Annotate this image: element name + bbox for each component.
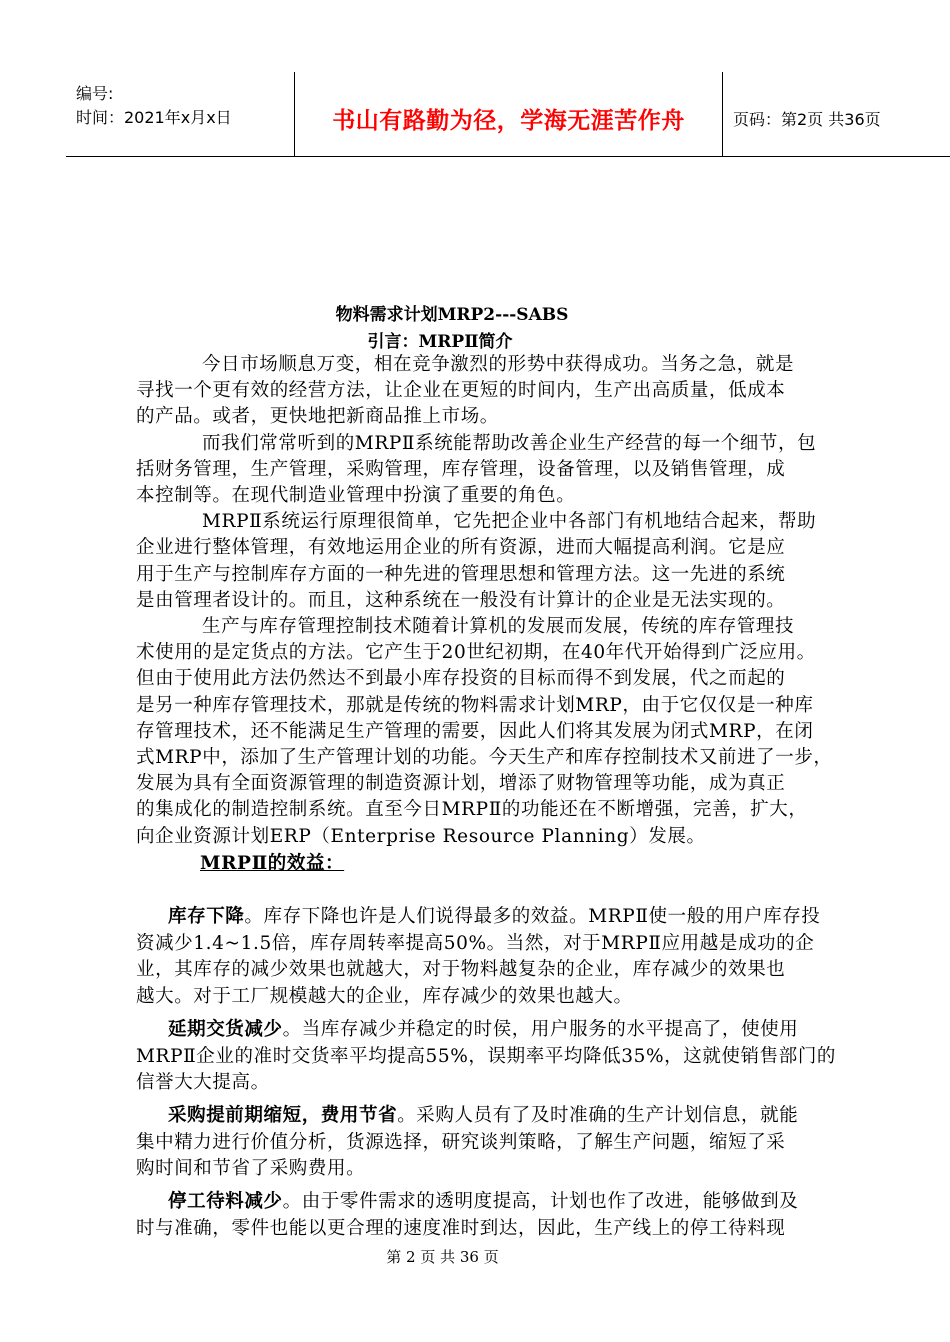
benefits-heading: MRPⅡ的效益： xyxy=(200,852,345,874)
benefit-text: MRPⅡ企业的准时交货率平均提高55%，误期率平均降低35%，这就使销售部门的 xyxy=(136,1045,837,1067)
body-line: 括财务管理，生产管理，采购管理，库存管理，设备管理，以及销售管理，成 xyxy=(136,458,786,480)
body-line: 向企业资源计划ERP（Enterprise Resource Planning）发展。 xyxy=(136,825,706,847)
body-line xyxy=(136,1216,785,1242)
benefit-term: 采购提前期缩短，费用节省 xyxy=(168,1105,398,1126)
body-line: 术使用的是定货点的方法。它产生于20世纪初期，在40年代开始得到广泛应用。 xyxy=(136,642,816,664)
benefit-term: 库存下降 xyxy=(168,906,245,927)
body-line: 本控制等。在现代制造业管理中扮演了重要的角色。 xyxy=(136,485,576,506)
body-line: 但由于使用此方法仍然达不到最小库存投资的目标而得不到发展，代之而起的 xyxy=(136,668,786,690)
page-footer: 第 2 页 共 36 页 xyxy=(386,1248,499,1266)
body-line: 今日市场顺息万变，相在竞争激烈的形势中获得成功。当务之急，就是 xyxy=(202,354,795,375)
benefit-text: 业，其库存的减少效果也就越大，对于物料越复杂的企业，库存减少的效果也 xyxy=(136,959,786,980)
benefit-term: 延期交货减少 xyxy=(168,1019,283,1040)
benefit-text: 。当库存减少并稳定的时侯，用户服务的水平提高了，使使用 xyxy=(282,1019,799,1040)
body-line: 式MRP中，添加了生产管理计划的功能。今天生产和库存控制技术又前进了一步， xyxy=(136,747,833,768)
body-line xyxy=(136,1070,270,1096)
benefit-paragraph-start xyxy=(168,904,820,930)
body-line xyxy=(136,957,785,983)
body-line: 是由管理者设计的。而且，这种系统在一般没有计算计的企业是无法实现的。 xyxy=(136,589,786,611)
header-page-cell xyxy=(723,72,950,156)
time-label: 时间：2021年x月x日 xyxy=(76,108,232,127)
header-meta-cell xyxy=(66,72,295,156)
motto-text: 书山有路勤为径，学海无涯苦作舟 xyxy=(332,108,685,134)
doc-title: 物料需求计划MRP2---SABS xyxy=(335,305,569,325)
body-line: 生产与库存管理控制技术随着计算机的发展而发展，传统的库存管理技 xyxy=(202,616,795,637)
benefit-text: 。库存下降也许是人们说得最多的效益。MRPⅡ使一般的用户库存投 xyxy=(244,906,821,927)
body-line: 的集成化的制造控制系统。直至今日MRPⅡ的功能还在不断增强，完善，扩大， xyxy=(136,799,808,821)
page-header xyxy=(66,72,950,157)
body-line: 寻找一个更有效的经营方法，让企业在更短的时间内，生产出高质量，低成本 xyxy=(136,380,786,402)
body-line xyxy=(136,931,814,957)
body-line: 用于生产与控制库存方面的一种先进的管理思想和管理方法。这一先进的系统 xyxy=(136,563,786,585)
body-line: 是另一种库存管理技术，那就是传统的物料需求计划MRP，由于它仅仅是一种库 xyxy=(136,694,814,716)
benefit-text: 时与准确，零件也能以更合理的速度准时到达，因此，生产线上的停工待料现 xyxy=(136,1217,786,1239)
benefit-paragraph-start xyxy=(168,1103,798,1129)
benefit-paragraph-start xyxy=(168,1017,798,1043)
benefit-text: 。由于零件需求的透明度提高，计划也作了改进，能够做到及 xyxy=(282,1191,799,1212)
doc-subtitle: 引言：MRPⅡ简介 xyxy=(367,332,513,352)
body-line: MRPⅡ系统运行原理很简单，它先把企业中各部门有机地结合起来，帮助 xyxy=(202,511,817,533)
body-line xyxy=(136,1156,365,1182)
body-line: 存管理技术，还不能满足生产管理的需要，因此人们将其发展为闭式MRP，在闭 xyxy=(136,720,814,742)
benefit-paragraph-start xyxy=(168,1189,798,1215)
body-line: 而我们常常听到的MRPⅡ系统能帮助改善企业生产经营的每一个细节，包 xyxy=(202,432,817,454)
body-line xyxy=(136,1130,785,1156)
page-info: 页码：第2页 共36页 xyxy=(733,110,881,129)
serial-label: 编号: xyxy=(76,84,114,103)
body-line: 企业进行整体管理，有效地运用企业的所有资源，进而大幅提高利润。它是应 xyxy=(136,537,786,559)
body-line: 发展为具有全面资源管理的制造资源计划，增添了财物管理等功能，成为真正 xyxy=(136,773,786,795)
header-motto-cell xyxy=(295,72,723,156)
body-line xyxy=(136,1044,836,1070)
benefit-text: 集中精力进行价值分析，货源选择，研究谈判策略，了解生产问题，缩短了采 xyxy=(136,1131,786,1153)
body-line xyxy=(136,984,633,1010)
benefit-text: 购时间和节省了采购费用。 xyxy=(136,1158,366,1179)
benefit-term: 停工待料减少 xyxy=(168,1191,283,1212)
benefit-text: 。采购人员有了及时准确的生产计划信息，就能 xyxy=(397,1105,799,1126)
benefit-text: 信誉大大提高。 xyxy=(136,1072,270,1093)
benefit-text: 越大。对于工厂规模越大的企业，库存减少的效果也越大。 xyxy=(136,985,633,1007)
benefit-text: 资减少1.4~1.5倍，库存周转率提高50%。当然，对于MRPⅡ应用越是成功的企 xyxy=(136,932,815,954)
body-line: 的产品。或者，更快地把新商品推上市场。 xyxy=(136,406,499,428)
